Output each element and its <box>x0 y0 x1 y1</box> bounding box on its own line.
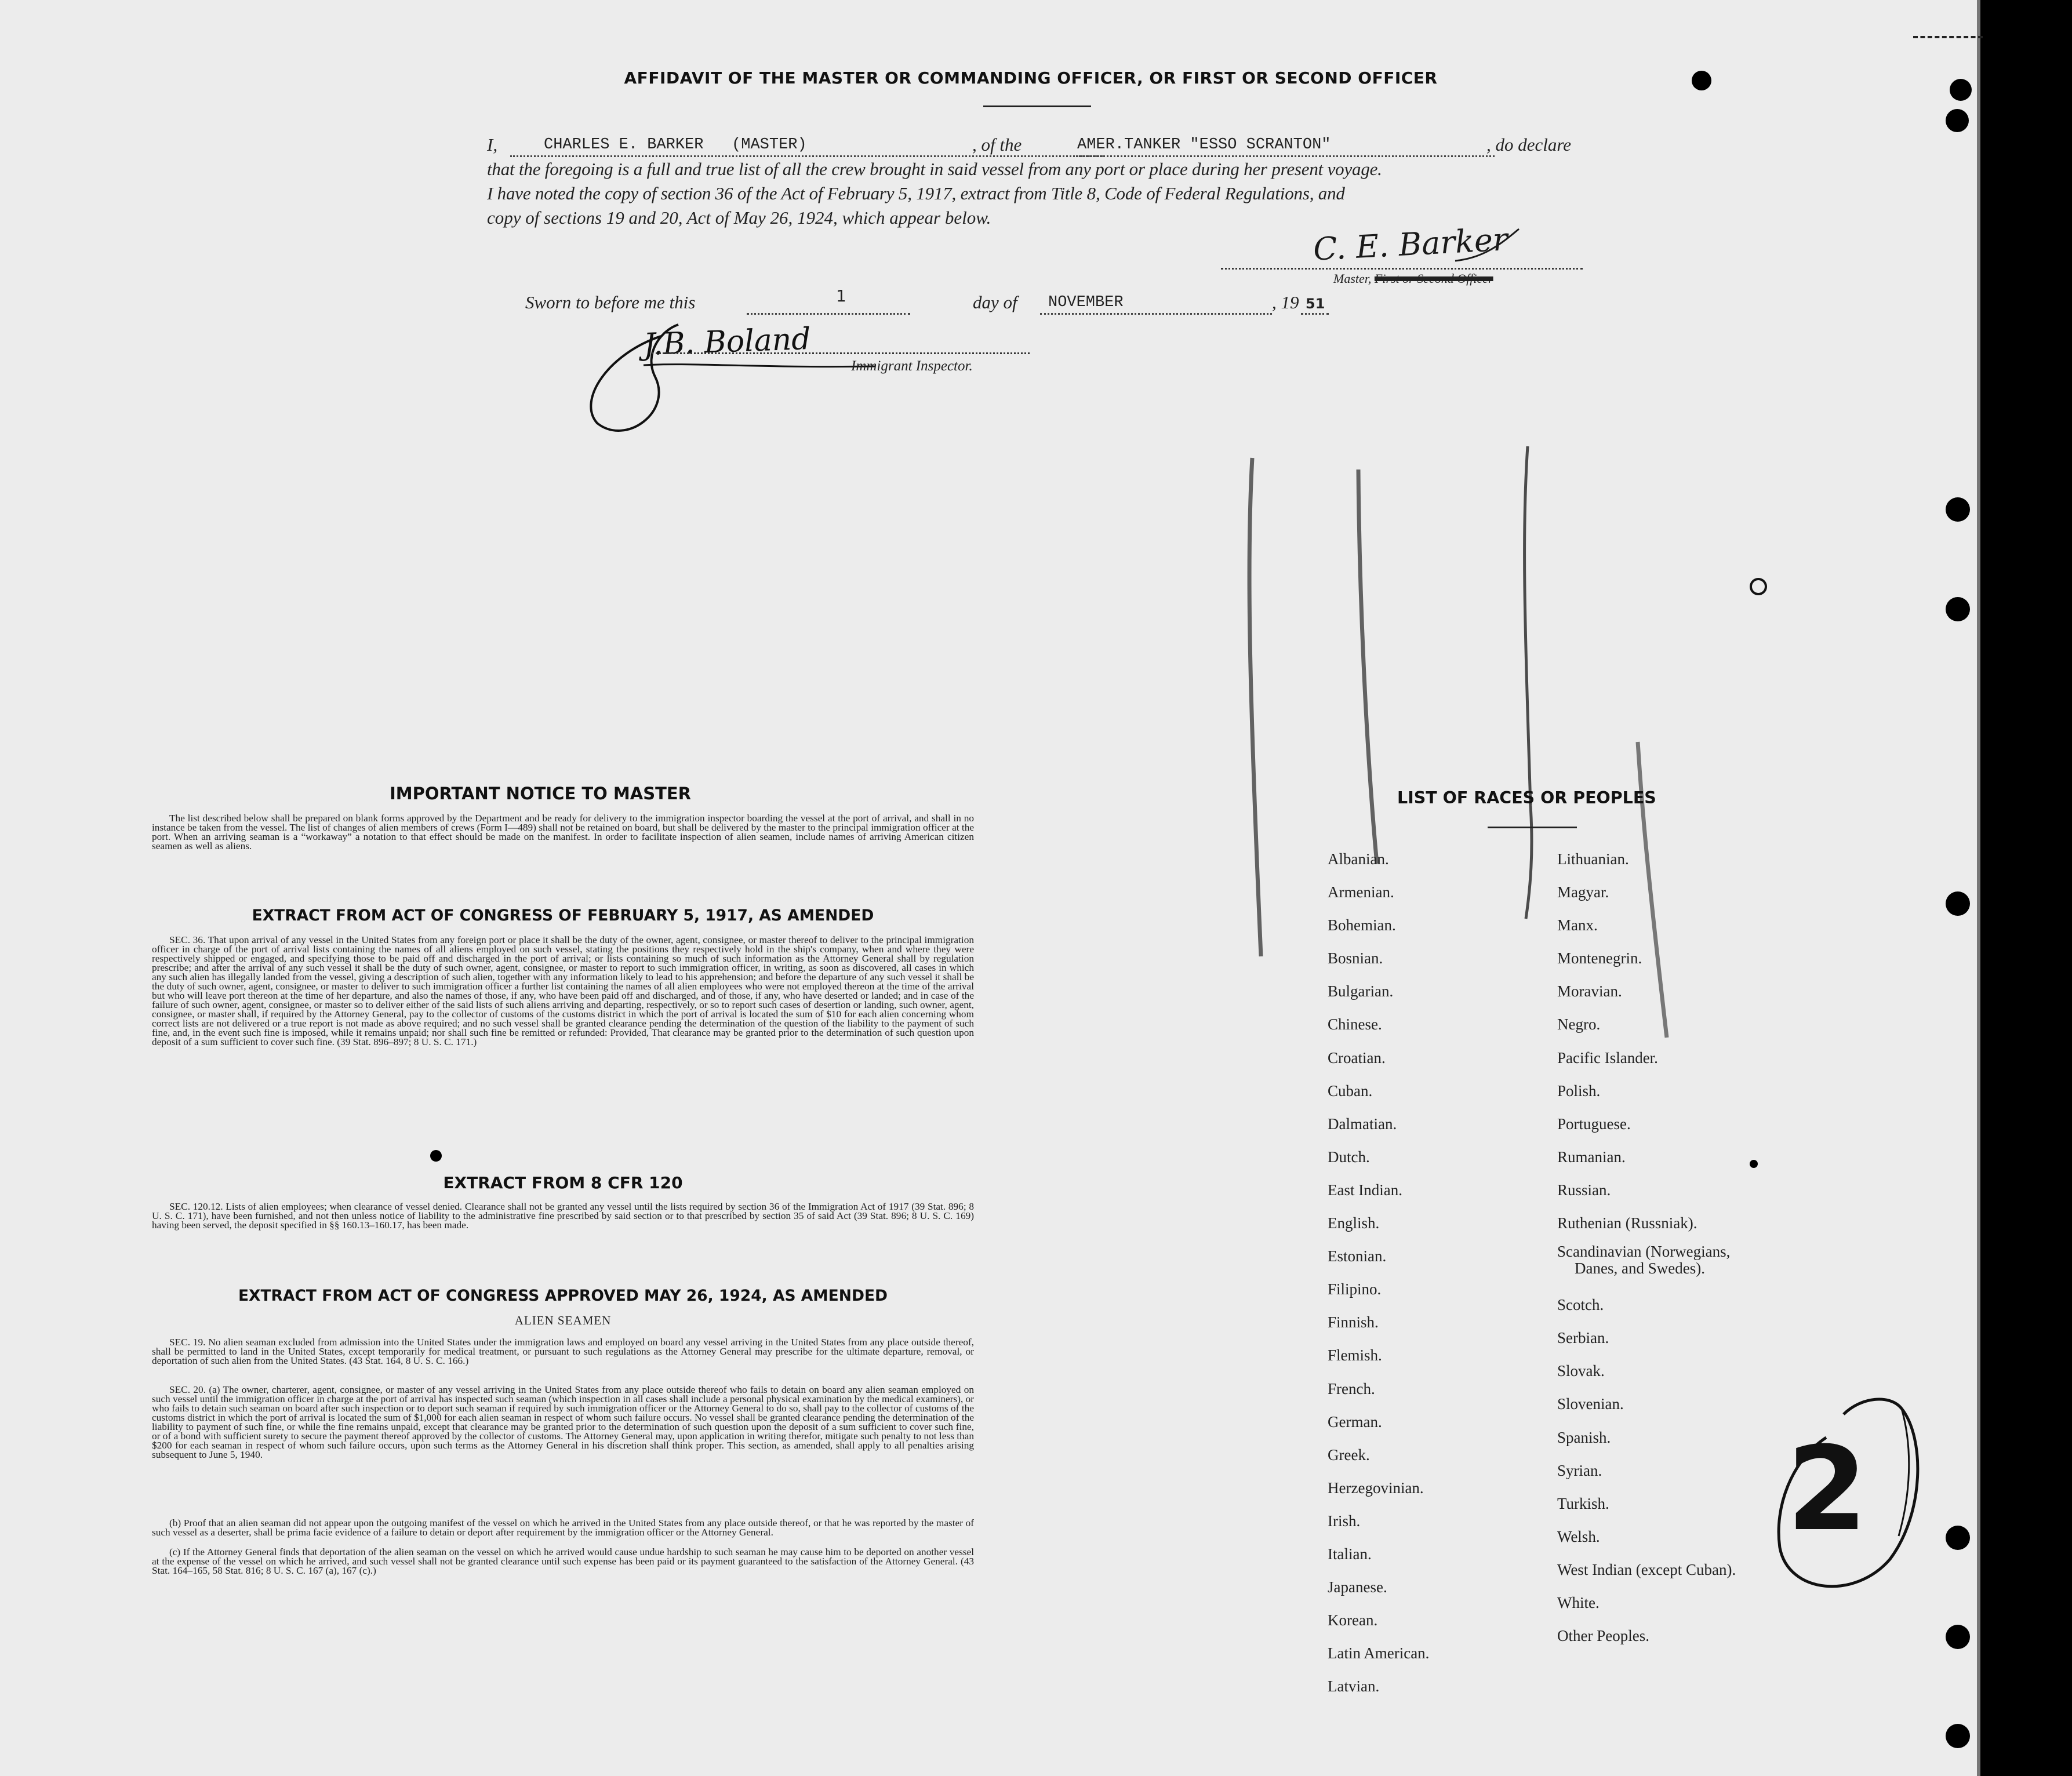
inspector-line <box>652 352 1030 354</box>
caption-struck: First or Second Officer <box>1374 271 1493 286</box>
race-item: Danes, and Swedes). <box>1575 1260 1705 1278</box>
scan-edge <box>1980 0 2072 1776</box>
inspector-signature: J.B. Boland <box>643 321 812 363</box>
race-item: Magyar. <box>1557 883 1609 901</box>
race-item: Estonian. <box>1328 1247 1387 1265</box>
race-item: Spanish. <box>1557 1428 1611 1446</box>
race-item: Bohemian. <box>1328 916 1396 934</box>
vessel-blank <box>1076 134 1495 157</box>
race-item: Bulgarian. <box>1328 982 1394 1000</box>
race-item: Irish. <box>1328 1512 1361 1530</box>
signature-line <box>1221 268 1583 270</box>
master-signature: C. E. Barker <box>1312 221 1509 268</box>
notice-title: IMPORTANT NOTICE TO MASTER <box>389 784 692 803</box>
affidavit-title: AFFIDAVIT OF THE MASTER OR COMMANDING OFFICER, OR FIRST OR SECOND OFFICER <box>624 68 1438 88</box>
race-item: Flemish. <box>1328 1346 1382 1364</box>
race-item: Bosnian. <box>1328 949 1383 967</box>
punch-hole <box>1750 578 1767 595</box>
race-item: Cuban. <box>1328 1082 1373 1100</box>
punch-hole <box>1946 597 1970 621</box>
extract-1917-text: SEC. 36. That upon arrival of any vessel in the United States from any foreign port or place it shall be the duty of the owner, agent, consignee, or master thereof to deliver to the principal immigration officer in charge of the port of arrival lists containing the names of all aliens employed on such vessel, stating the positions they respectively hold in the ship's company, when and where they were respectively shipped or engaged, and specifying those to be paid off and discharged in the port of arrival; or lists containing so much of such information as the Attorney General shall by regulation prescribe; and after the arrival of any such vessel it shall be the duty of such owner, agent, consignee, or master to report to such immigration officer, in writing, as soon as discovered, all cases in which any such alien has illegally landed from the vessel, giving a description of such alien, together with any information likely to lead to his apprehension; and before the departure of any such vessel it shall be the duty of such owner, agent, consignee, or master to deliver to such immigration officer a further list containing the names of all alien employees who were not employed thereon at the time of the arrival but who will leave port thereon at the time of her departure, and also the names of those, if any, who have been paid off and discharged, and of those, if any, who have deserted or landed; and in case of the failure of such owner, agent, consignee, or master so to deliver either of the said lists of such aliens arriving and departing, respectively, or so to report such cases of desertion or landing, such owner, agent, consignee, or master shall, if required by the Attorney General, pay to the collector of customs of the customs district in which the port of arrival is located the sum of $10 for each alien concerning whom correct lists are not delivered or a true report is not made as above required; and no such vessel shall be granted clearance pending the determination of the question of the liability to the payment of such fine, and, in the event such fine is imposed, while it remains unpaid; nor shall such fine be remitted or refunded: Provided, That clearance may be granted prior to the determination of such question upon deposit of a sum sufficient to cover such fine. (39 Stat. 896–897; 8 U. S. C. 171.) <box>152 934 974 1047</box>
race-item: East Indian. <box>1328 1181 1402 1199</box>
stray-marks <box>1913 36 1983 42</box>
race-item: Polish. <box>1557 1082 1601 1100</box>
sworn-month: NOVEMBER <box>1048 294 1124 311</box>
race-item: Turkish. <box>1557 1494 1609 1512</box>
of-the-label: , of the <box>972 134 1022 155</box>
sworn-day-blank <box>747 292 910 315</box>
sworn-prefix: Sworn to before me this <box>525 292 696 312</box>
race-item: Croatian. <box>1328 1049 1386 1067</box>
circled-number: 2 <box>1787 1422 1868 1557</box>
extract-cfr-text: SEC. 120.12. Lists of alien employees; when clearance of vessel denied. Clearance shall not be granted any vessel until the lists required by section 36 of the Immigration Act of 1917 (39 Stat. 896; 8 U. S. C. 171), have been furnished, and not then unless notice of liability to the administrative fine prescribed by said section or to that prescribed by section 35 of said Act (39 Stat. 896; 8 U. S. C. 169) having been served, the deposit specified in §§ 160.13–160.17, has been made. <box>152 1201 974 1231</box>
race-item: Scotch. <box>1557 1296 1604 1314</box>
extract-1924-title: EXTRACT FROM ACT OF CONGRESS APPROVED MAY 26, 1924, AS AMENDED <box>238 1287 888 1305</box>
race-item: Moravian. <box>1557 982 1622 1000</box>
punch-hole <box>1750 1160 1758 1168</box>
declare-label: , do declare <box>1486 134 1572 155</box>
punch-hole <box>1946 497 1970 522</box>
race-item: French. <box>1328 1380 1375 1397</box>
race-item: Filipino. <box>1328 1280 1382 1298</box>
caption-master: Master, <box>1333 271 1372 286</box>
punch-hole <box>1946 891 1970 916</box>
race-item: English. <box>1328 1214 1380 1232</box>
ink-spot <box>430 1150 442 1162</box>
signature-flourish <box>1449 226 1525 267</box>
extract-1924-sec20a: SEC. 20. (a) The owner, charterer, agent, consignee, or master of any vessel arriving in the United States from any place outside thereof who fails to detain on board any alien seaman employed on such vessel until the immigration officer in charge at the port of arrival has inspected such seaman (which inspection in all cases shall include a personal physical examination by the medical examiners), or who fails to detain such seaman on board after such inspection or to deport such seaman if required by such immigration officer or the Attorney General to do so, shall pay to the collector of customs of the customs district in which the port of arrival is located the sum of $1,000 for each alien seaman in respect of whom such failure occurs. No vessel shall be granted clearance pending the determination of the liability to payment of such fine, or while the fine remains unpaid, except that clearance may be granted prior to the determination of such question upon the deposit of a sum sufficient to cover such fine, or of a bond with sufficient surety to secure the payment thereof approved by the collector of customs. The Attorney General may, upon application in writing therefor, mitigate such penalty to not less than $200 for each seaman in respect of whom such failure occurs, upon such terms as the Attorney General in his discretion shall think proper. This section, as amended, shall apply to all penalties arising subsequent to June 5, 1940. <box>152 1384 974 1460</box>
races-col2a-list <box>1557 843 1736 1240</box>
year-prefix: , 19 <box>1272 292 1299 312</box>
races-col2b-list <box>1557 1289 1736 1653</box>
race-item: Other Peoples. <box>1557 1627 1649 1645</box>
race-item: Negro. <box>1557 1016 1601 1033</box>
race-item: Russian. <box>1557 1181 1611 1199</box>
punch-hole <box>1946 1625 1970 1649</box>
race-item: Latvian. <box>1328 1677 1380 1695</box>
affidavit-line1 <box>487 134 1588 158</box>
affidavit-line2: that the foregoing is a full and true list of all the crew brought in said vessel from any port or place during her present voyage. <box>487 159 1382 179</box>
sworn-day: 1 <box>836 286 846 305</box>
race-item: Greek. <box>1328 1446 1370 1464</box>
day-of-label: day of <box>973 292 1017 312</box>
affidavit-line3: I have noted the copy of section 36 of the Act of February 5, 1917, extract from Title 8, Code of Federal Regulations, and <box>487 183 1345 203</box>
affidavit-line4: copy of sections 19 and 20, Act of May 26, 1924, which appear below. <box>487 208 991 228</box>
race-item: Japanese. <box>1328 1578 1387 1596</box>
race-item: Montenegrin. <box>1557 949 1642 967</box>
race-item: Slovak. <box>1557 1362 1605 1380</box>
race-item: Portuguese. <box>1557 1115 1631 1133</box>
extract-1917-title: EXTRACT FROM ACT OF CONGRESS OF FEBRUARY 5, 1917, AS AMENDED <box>252 907 874 925</box>
vessel-name: AMER.TANKER "ESSO SCRANTON" <box>1077 136 1331 154</box>
extract-1924-sec20b: (b) Proof that an alien seaman did not appear upon the outgoing manifest of the vessel on which he arrived in the United States from any place outside thereof, or that he was reported by the master of such vessel as a deserter, shall be prima facie evidence of a failure to detain or deport after requirement by the immigration officer or the Attorney General. <box>152 1517 974 1538</box>
races-column-1 <box>1328 843 1429 1703</box>
i-label: I, <box>487 134 498 155</box>
race-item: Rumanian. <box>1557 1148 1626 1166</box>
race-item: Lithuanian. <box>1557 850 1629 868</box>
race-item: Serbian. <box>1557 1329 1609 1347</box>
race-item: Welsh. <box>1557 1527 1600 1545</box>
signature-caption <box>1333 271 1493 286</box>
punch-hole <box>1946 1724 1970 1748</box>
race-item: Dutch. <box>1328 1148 1370 1166</box>
race-item: Pacific Islander. <box>1557 1049 1658 1067</box>
race-item: Dalmatian. <box>1328 1115 1397 1133</box>
inspector-caption: Immigrant Inspector. <box>851 358 973 374</box>
year-suffix: 51 <box>1306 296 1325 312</box>
race-item: Finnish. <box>1328 1313 1379 1331</box>
notice-text: The list described below shall be prepared on blank forms approved by the Department and be ready for delivery to the immigration inspector boarding the vessel at the port of arrival, and shall in no instance be taken from the vessel. The list of changes of alien members of crews (Form I—489) shall not be retained on board, but shall be delivered by the master to the principal immigration officer at the port. When an arriving seaman is a “workaway” a notation to that effect should be made on the manifest. In order to facilitate inspection of alien seamen, include names of arriving American citizen seamen as well as aliens. <box>152 813 974 851</box>
race-item: Herzegovinian. <box>1328 1479 1424 1497</box>
race-item: Syrian. <box>1557 1461 1602 1479</box>
extract-1924-sec19: SEC. 19. No alien seaman excluded from admission into the United States under the immigration laws and employed on board any vessel arriving in the United States from any place outside thereof, shall be permitted to land in the United States, except temporarily for medical treatment, or pursuant to such regulations as the Attorney General may prescribe for the ultimate departure, removal, or deportation of such alien from the United States. (43 Stat. 164, 8 U. S. C. 166.) <box>152 1337 974 1366</box>
race-item: Albanian. <box>1328 850 1389 868</box>
title-rule <box>983 105 1091 107</box>
year-blank <box>1301 292 1329 315</box>
race-item: White. <box>1557 1593 1600 1611</box>
extract-1924-subtitle: ALIEN SEAMEN <box>514 1313 612 1327</box>
race-item: Chinese. <box>1328 1016 1382 1033</box>
extract-1924-sec20c: (c) If the Attorney General finds that deportation of the alien seaman on the vessel on which he arrived would cause undue hardship to such seaman he may cause him to be deported on another vessel at the expense of the vessel on which he arrived, and such vessel shall not be granted clearance until such expense has been paid or its payment guaranteed to the satisfaction of the Attorney General. (43 Stat. 164–165, 58 Stat. 816; 8 U. S. C. 167 (a), 167 (c).) <box>152 1546 974 1576</box>
punch-hole <box>1946 1526 1970 1550</box>
race-item: German. <box>1328 1413 1382 1431</box>
race-item: Scandinavian (Norwegians, <box>1557 1243 1731 1261</box>
race-item: Italian. <box>1328 1545 1372 1563</box>
race-item: Korean. <box>1328 1611 1378 1629</box>
race-item: Manx. <box>1557 916 1598 934</box>
master-name: CHARLES E. BARKER (MASTER) <box>544 136 807 154</box>
punch-hole <box>1946 109 1969 132</box>
races-column-2 <box>1557 843 1736 1653</box>
race-item: Latin American. <box>1328 1644 1430 1662</box>
race-item: West Indian (except Cuban). <box>1557 1560 1736 1578</box>
race-item: Slovenian. <box>1557 1395 1624 1413</box>
races-rule <box>1488 827 1577 828</box>
races-col1-list <box>1328 843 1429 1703</box>
race-item: Armenian. <box>1328 883 1394 901</box>
races-title: LIST OF RACES OR PEOPLES <box>1397 788 1656 807</box>
extract-cfr-title: EXTRACT FROM 8 CFR 120 <box>443 1173 683 1192</box>
race-item: Ruthenian (Russniak). <box>1557 1214 1697 1232</box>
